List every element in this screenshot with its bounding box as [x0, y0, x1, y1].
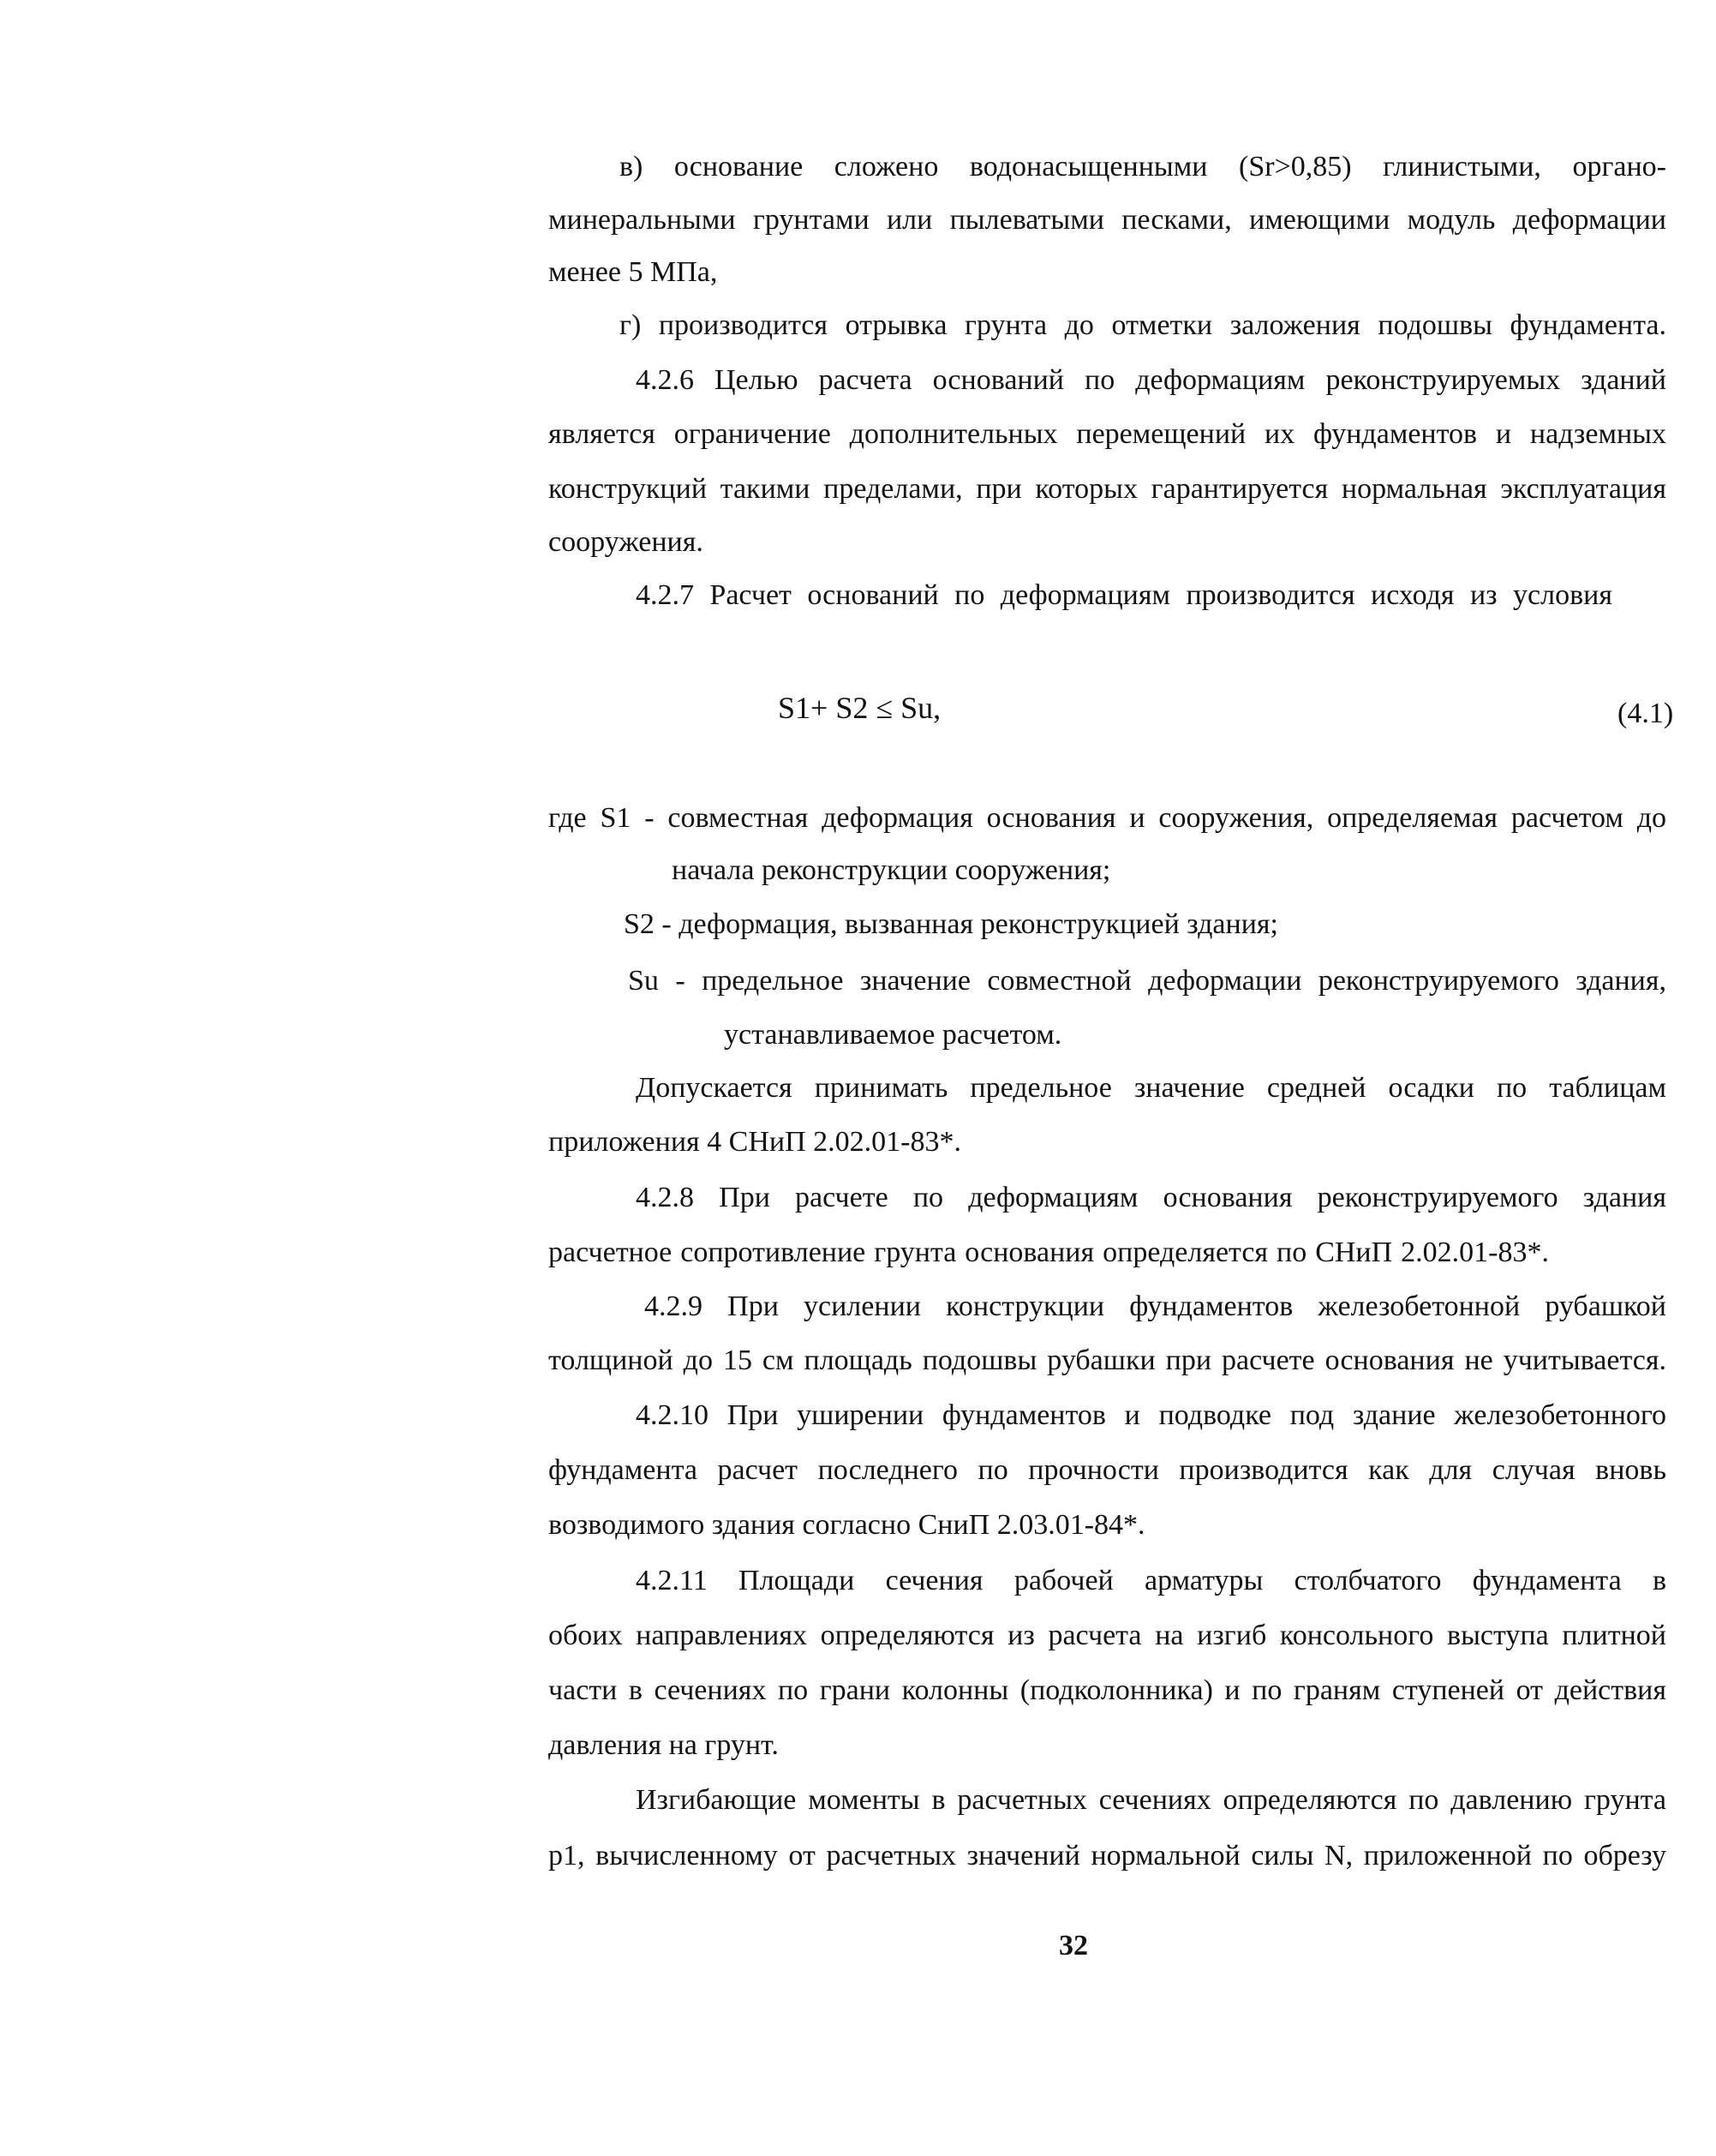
page-number: 32	[1059, 1930, 1088, 1961]
text-line-3: менее 5 МПа,	[548, 256, 718, 288]
text-line-14: устанавливаемое расчетом.	[724, 1019, 1062, 1051]
text-line-4: г) производится отрывка грунта до отметки заложения подошвы фундамента.	[619, 309, 1666, 341]
text-line-11: начала реконструкции сооружения;	[672, 854, 1111, 886]
text-line-17: 4.2.8 При расчете по деформациям основания реконструируемого здания	[636, 1182, 1666, 1213]
text-line-9: 4.2.7 Расчет оснований по деформациям производится исходя из условия	[636, 579, 1612, 611]
text-line-15: Допускается принимать предельное значение средней осадки по таблицам	[636, 1072, 1666, 1104]
text-line-1: в) основание сложено водонасыщенными (Sr>0,85) глинистыми, органо-	[619, 151, 1666, 183]
text-line-2: минеральными грунтами или пылеватыми песками, имеющими модуль деформации	[548, 204, 1666, 236]
text-line-28: Изгибающие моменты в расчетных сечениях определяются по давлению грунта	[636, 1784, 1666, 1816]
text-line-19: 4.2.9 При усилении конструкции фундаментов железобетонной рубашкой	[644, 1291, 1666, 1322]
text-line-16: приложения 4 СНиП 2.02.01-83*.	[548, 1126, 961, 1158]
text-line-12: S2 - деформация, вызванная реконструкцией здания;	[624, 908, 1278, 940]
equation-number: (4.1)	[1617, 698, 1674, 729]
text-line-7: конструкций такими пределами, при которых гарантируется нормальная эксплуатация	[548, 473, 1666, 505]
text-line-6: является ограничение дополнительных перемещений их фундаментов и надземных	[548, 418, 1666, 450]
text-line-10: где S1 - совместная деформация основания и сооружения, определяемая расчетом до	[548, 802, 1666, 834]
formula: S1+ S2 ≤ Su,	[778, 691, 942, 725]
text-line-22: фундамента расчет последнего по прочности производится как для случая вновь	[548, 1454, 1666, 1486]
text-line-21: 4.2.10 При уширении фундаментов и подводке под здание железобетонного	[636, 1399, 1666, 1431]
text-line-27: давления на грунт.	[548, 1729, 779, 1761]
text-line-29: p1, вычисленному от расчетных значений нормальной силы N, приложенной по обрезу	[548, 1840, 1666, 1872]
text-line-18: расчетное сопротивление грунта основания определяется по СНиП 2.02.01-83*.	[548, 1237, 1549, 1268]
text-line-24: 4.2.11 Площади сечения рабочей арматуры столбчатого фундамента в	[636, 1565, 1666, 1596]
text-line-13: Su - предельное значение совместной деформации реконструируемого здания,	[628, 965, 1666, 997]
text-line-26: части в сечениях по грани колонны (подколонника) и по граням ступеней от действия	[548, 1674, 1666, 1706]
text-line-5: 4.2.6 Целью расчета оснований по деформациям реконструируемых зданий	[636, 364, 1666, 396]
text-line-20: толщиной до 15 см площадь подошвы рубашки при расчете основания не учитывается.	[548, 1345, 1666, 1376]
text-line-8: сооружения.	[548, 526, 703, 558]
text-line-23: возводимого здания согласно СниП 2.03.01-84*.	[548, 1509, 1145, 1541]
text-line-25: обоих направлениях определяются из расчета на изгиб консольного выступа плитной	[548, 1620, 1666, 1651]
